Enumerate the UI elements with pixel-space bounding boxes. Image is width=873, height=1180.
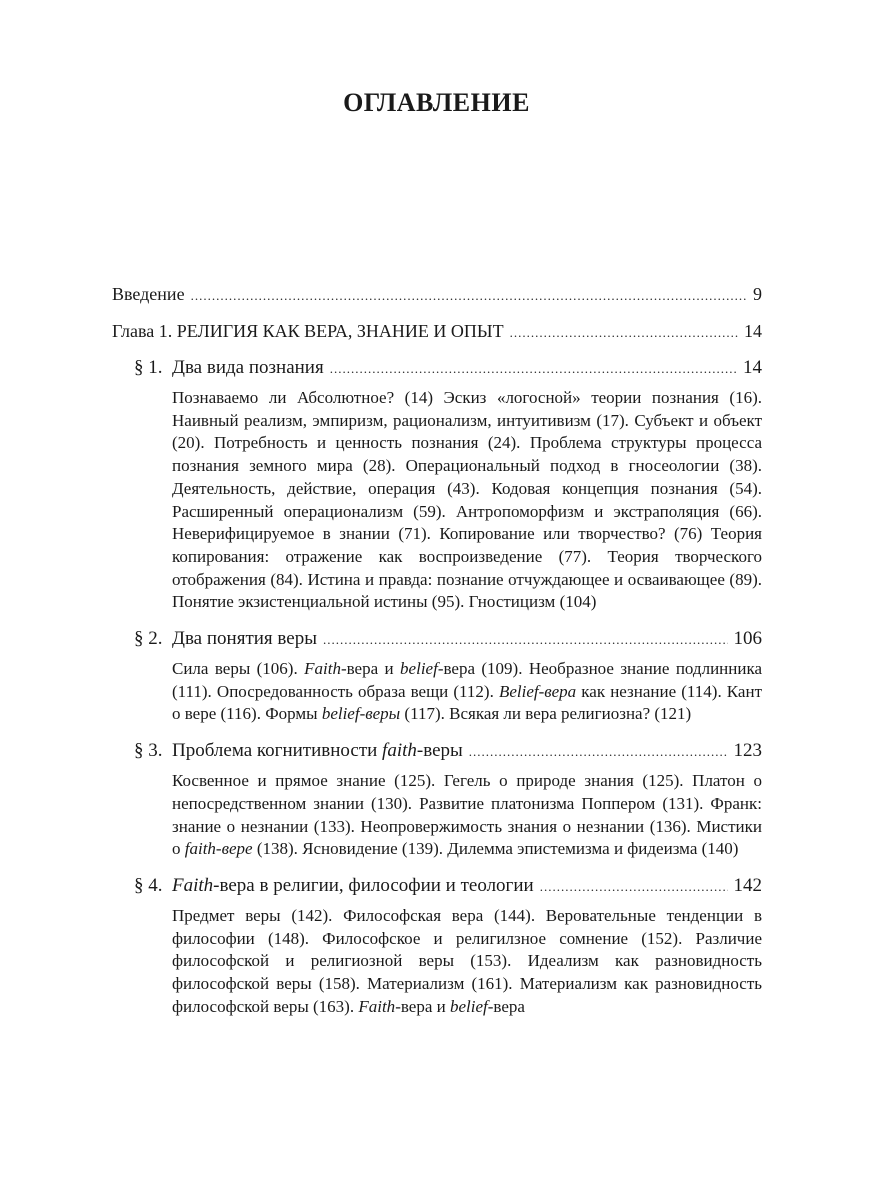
section-title-text: Faith-вера в религии, философии и теологии [172, 874, 534, 896]
section-description: Предмет веры (142). Философская вера (144). Веровательные тенденции в философии (148). Философское и религилзное сомнение (152). Различие философской и религиозной веры (153). Идеализм как разновидность философской веры (158). Материализм (161). Материализм как разновидность философской веры (163). Faith-вера и belief-вера [172, 905, 762, 1016]
section-number: § 3. [134, 740, 163, 762]
toc-page-number: 14 [743, 357, 762, 378]
toc-section-heading[interactable] [134, 357, 762, 380]
dot-leader [191, 285, 747, 307]
section-number: § 2. [134, 628, 163, 650]
toc-page-number: 9 [753, 284, 762, 304]
section-title-text: Два понятия веры [172, 628, 317, 650]
toc-section-4 [134, 875, 762, 1019]
toc-section-heading[interactable] [134, 740, 762, 763]
toc-entry-chapter-1[interactable] [112, 320, 762, 344]
dot-leader [323, 629, 728, 651]
section-description: Сила веры (106). Faith-вера и belief-вера (109). Необразное знание подлинника (111). Опосредованность образа вещи (112). Belief-вера как незнание (114). Кант о вере (116). Формы belief-веры (117). Всякая ли вера религиозна? (121) [172, 659, 763, 724]
toc-section-heading[interactable] [134, 628, 762, 651]
toc-section-title [134, 875, 534, 897]
page-title: ОГЛАВЛЕНИЕ [343, 88, 530, 117]
section-title-text: Проблема когнитивности faith-веры [172, 740, 463, 762]
dot-leader [469, 741, 728, 763]
toc-section-title [134, 740, 463, 762]
toc-section-3 [134, 740, 762, 861]
toc-section-title [134, 357, 324, 379]
section-title-text: Два вида познания [172, 357, 324, 378]
section-number: § 1. [134, 357, 163, 378]
toc-page-number: 142 [733, 874, 762, 896]
toc-section-2 [134, 628, 762, 726]
toc-section-title [134, 628, 317, 650]
section-description: Косвенное и прямое знание (125). Гегель о природе знания (125). Платон о непосредственном знании (130). Развитие платонизма Поппером (131). Франк: знание о незнании (133). Неопровержимость знания о незнании (136). Мистики о faith-вере (138). Ясновидение (139). Дилемма эпистемизма и фидеизма (140) [172, 771, 762, 859]
toc-entry-title: Глава 1. РЕЛИГИЯ КАК ВЕРА, ЗНАНИЕ И ОПЫТ [112, 321, 504, 341]
table-of-contents [112, 283, 762, 1018]
toc-page-number: 14 [744, 321, 762, 341]
toc-page-number: 123 [733, 740, 762, 762]
toc-page-number: 106 [733, 628, 762, 650]
toc-section-1 [134, 357, 762, 614]
dot-leader [510, 322, 738, 344]
section-number: § 4. [134, 874, 163, 896]
toc-entry-title: Введение [112, 284, 185, 304]
dot-leader [540, 876, 728, 898]
dot-leader [330, 358, 737, 380]
toc-entry-introduction[interactable] [112, 283, 762, 307]
section-description: Познаваемо ли Абсолютное? (14) Эскиз «логосной» теории познания (16). Наивный реализм, эмпиризм, рационализм, интуитивизм (17). Субъект и объект (20). Потребность и ценность познания (24). Проблема структуры процесса познания земного мира (28). Операциональный подход в гносеологии (38). Деятельность, действие, операция (43). Кодовая концепция познания (54). Расширенный операционализм (59). Антропоморфизм и экстраполяция (66). Неверифицируемое в знании (71). Копирование или творчество? (76) Теория копирования: отражение как воспроизведение (77). Теория творческого отображения (84). Истина и правда: познание отчуждающее и осваивающее (89). Понятие экзистенциальной истины (95). Гностицизм (104) [172, 388, 762, 612]
toc-section-heading[interactable] [134, 875, 762, 898]
